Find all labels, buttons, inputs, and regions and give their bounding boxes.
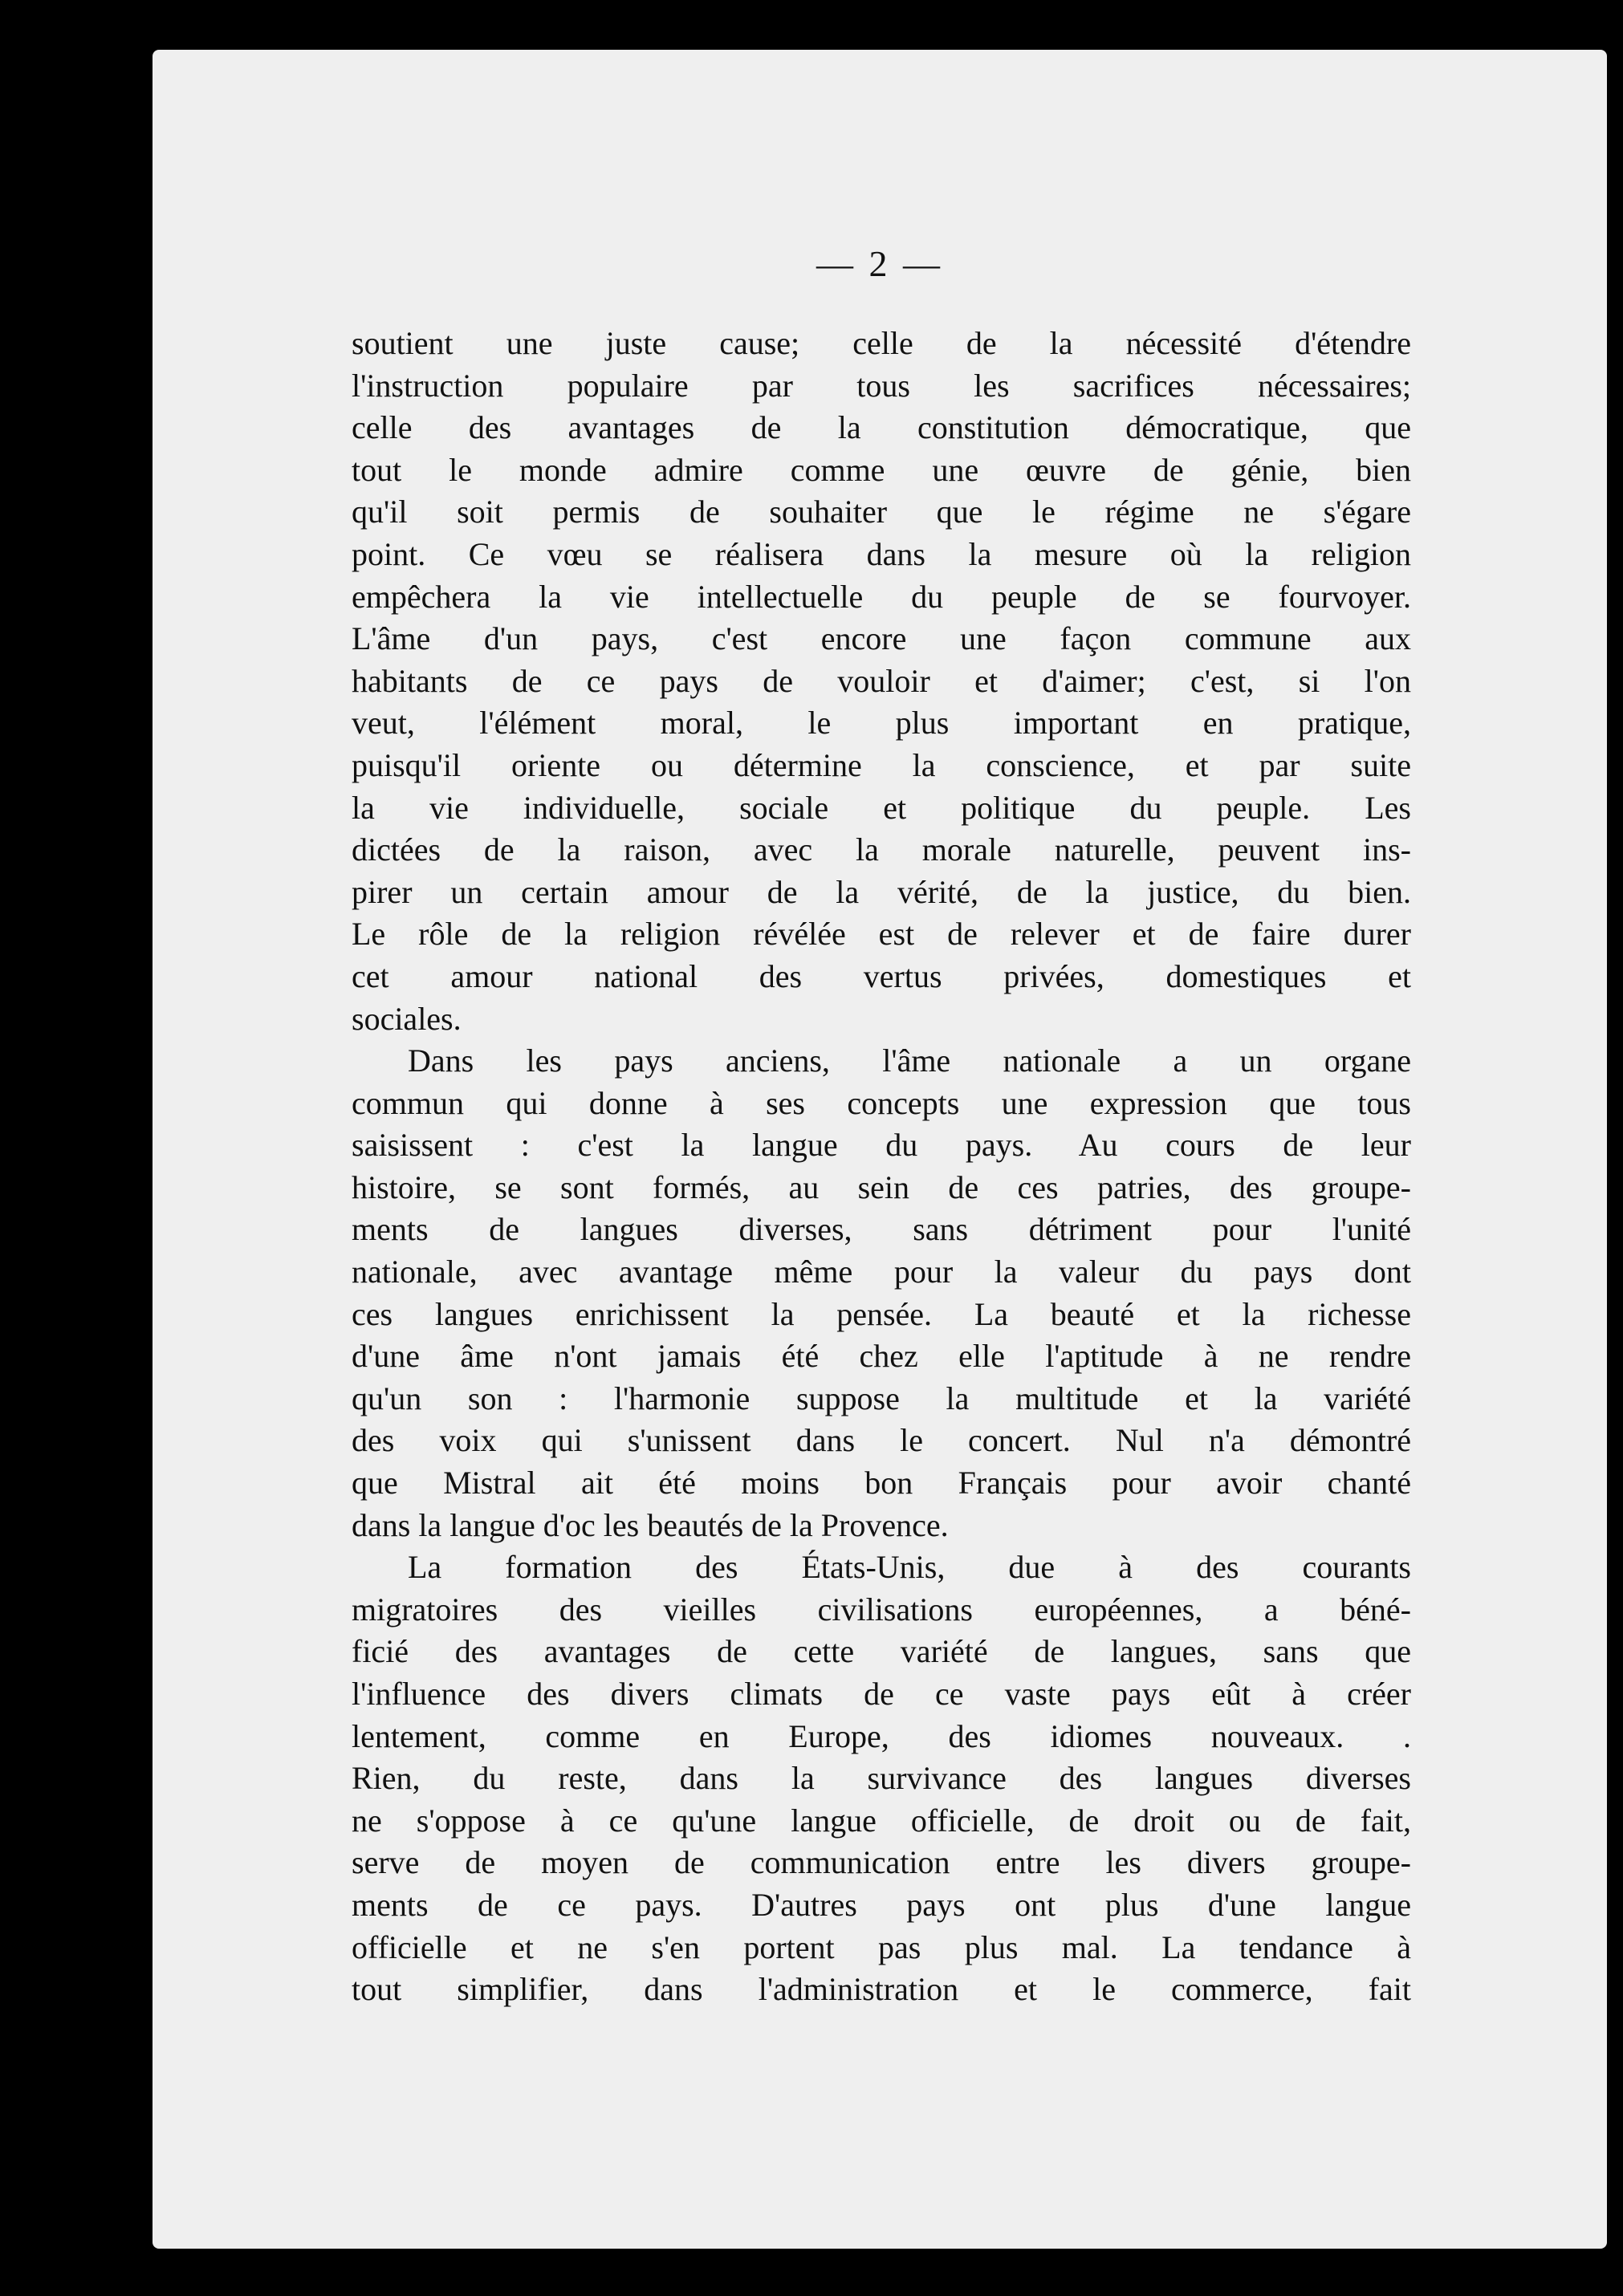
text-line: L'âme d'un pays, c'est encore une façon commune aux	[352, 620, 1411, 657]
text-line: ficié des avantages de cette variété de langues, sans que	[352, 1633, 1411, 1670]
paragraph-3	[352, 1546, 1411, 2011]
text-line: tout le monde admire comme une œuvre de génie, bien	[352, 451, 1411, 488]
text-line: dictées de la raison, avec la morale naturelle, peuvent ins-	[352, 831, 1411, 868]
text-line: histoire, se sont formés, au sein de ces patries, des groupe-	[352, 1168, 1411, 1205]
text-line: dans la langue d'oc les beautés de la Provence.	[352, 1506, 949, 1543]
text-line: La formation des États-Unis, due à des courants	[408, 1549, 1411, 1586]
text-line: que Mistral ait été moins bon Français pour avoir chanté	[352, 1465, 1411, 1502]
text-line: cet amour national des vertus privées, domestiques et	[352, 957, 1411, 994]
text-line: ments de langues diverses, sans détriment pour l'unité	[352, 1211, 1411, 1248]
text-line: nationale, avec avantage même pour la valeur du pays dont	[352, 1254, 1411, 1290]
text-line: des voix qui s'unissent dans le concert. Nul n'a démontré	[352, 1422, 1411, 1459]
text-line: Dans les pays anciens, l'âme nationale a un organe	[408, 1042, 1411, 1079]
text-line: lentement, comme en Europe, des idiomes nouveaux. .	[352, 1717, 1411, 1754]
text-line: ces langues enrichissent la pensée. La beauté et la richesse	[352, 1295, 1411, 1332]
body-text	[352, 323, 1411, 2011]
scanned-page	[153, 50, 1607, 2249]
text-line: pirer un certain amour de la vérité, de la justice, du bien.	[352, 873, 1411, 910]
text-line: Rien, du reste, dans la survivance des langues diverses	[352, 1760, 1411, 1797]
text-line: saisissent : c'est la langue du pays. Au cours de leur	[352, 1127, 1411, 1164]
text-line: ments de ce pays. D'autres pays ont plus d'une langue	[352, 1886, 1411, 1923]
paragraph-1	[352, 323, 1411, 1040]
text-line: la vie individuelle, sociale et politique du peuple. Les	[352, 789, 1411, 826]
text-line: sociales.	[352, 1000, 462, 1037]
text-line: tout simplifier, dans l'administration et le commerce, fait	[352, 1971, 1411, 2008]
text-line: Le rôle de la religion révélée est de relever et de faire durer	[352, 916, 1411, 953]
text-line: serve de moyen de communication entre les divers groupe-	[352, 1844, 1411, 1881]
text-line: l'instruction populaire par tous les sacrifices nécessaires;	[352, 367, 1411, 404]
text-line: migratoires des vieilles civilisations européennes, a béné-	[352, 1591, 1411, 1628]
page-number: — 2 —	[816, 243, 943, 284]
text-line: qu'il soit permis de souhaiter que le régime ne s'égare	[352, 494, 1411, 530]
text-line: veut, l'élément moral, le plus important en pratique,	[352, 705, 1411, 742]
text-line: celle des avantages de la constitution démocratique, que	[352, 409, 1411, 446]
text-line: habitants de ce pays de vouloir et d'aimer; c'est, si l'on	[352, 662, 1411, 699]
text-line: soutient une juste cause; celle de la nécessité d'étendre	[352, 325, 1411, 361]
text-line: puisqu'il oriente ou détermine la conscience, et par suite	[352, 746, 1411, 783]
text-line: empêchera la vie intellectuelle du peuple de se fourvoyer.	[352, 578, 1411, 615]
text-line: l'influence des divers climats de ce vaste pays eût à créer	[352, 1676, 1411, 1712]
paragraph-2	[352, 1040, 1411, 1546]
text-line: commun qui donne à ses concepts une expression que tous	[352, 1084, 1411, 1121]
text-line: qu'un son : l'harmonie suppose la multitude et la variété	[352, 1380, 1411, 1416]
text-line: point. Ce vœu se réalisera dans la mesure où la religion	[352, 535, 1411, 572]
text-line: officielle et ne s'en portent pas plus mal. La tendance à	[352, 1928, 1411, 1965]
text-line: d'une âme n'ont jamais été chez elle l'aptitude à ne rendre	[352, 1338, 1411, 1375]
text-line: ne s'oppose à ce qu'une langue officielle, de droit ou de fait,	[352, 1802, 1411, 1839]
